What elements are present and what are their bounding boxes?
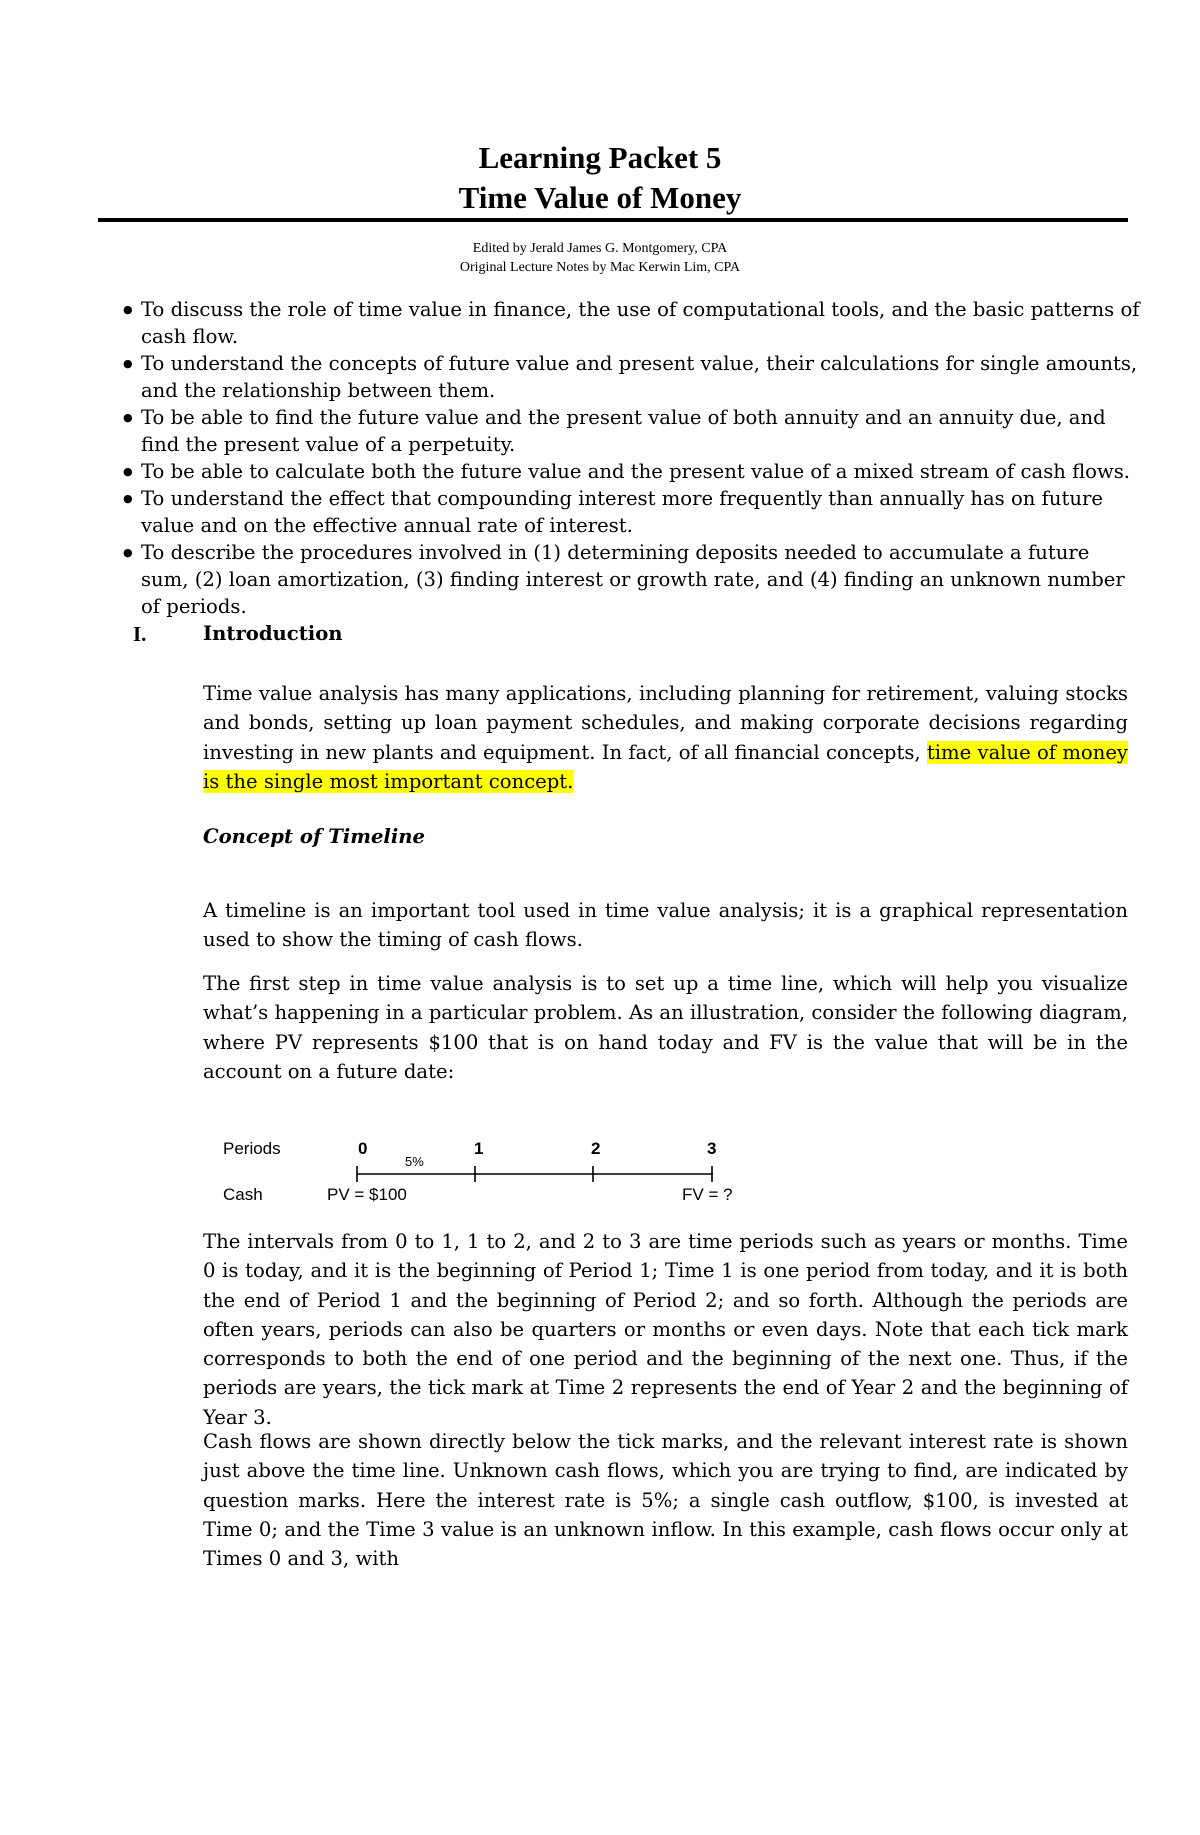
objective-item: ● To describe the procedures involved in (1) determining deposits needed to accumulate a future sum, (2) loan amortization, (3) finding interest or growth rate, and (4) finding an unknown number of periods. [120, 539, 1140, 620]
first-step-paragraph: The first step in time value analysis is to set up a time line, which will help you visualize what’s happening in a particular problem. As an illustration, consider the following diagram, where PV represents $100 that is on hand today and FV is the value that will be in the account on a future date: [203, 972, 1128, 1083]
cash-label: Cash [223, 1185, 263, 1204]
author-credit: Original Lecture Notes by Mac Kerwin Lim, CPA [459, 260, 741, 275]
objective-item: ● To discuss the role of time value in finance, the use of computational tools, and the basic patterns of cash flow. [120, 296, 1140, 350]
fv-label: FV = ? [682, 1185, 733, 1204]
title-rule [98, 218, 1128, 222]
objectives-list [120, 296, 1140, 620]
periods-label: Periods [223, 1139, 281, 1158]
objective-item: ● To be able to find the future value and the present value of both annuity and an annuity due, and find the present value of a perpetuity. [120, 404, 1140, 458]
tick-label-0: 0 [358, 1139, 368, 1158]
intro-text: Time value analysis has many applications, including planning for retirement, valuing stocks and bonds, setting up loan payment schedules, and making corporate decisions regarding investing in new plants and equipment. In fact, of all financial concepts, [203, 682, 1128, 764]
pv-label: PV = $100 [327, 1185, 407, 1204]
interest-rate-label: 5% [405, 1154, 424, 1169]
tick-label-3: 3 [707, 1139, 717, 1158]
intervals-paragraph: The intervals from 0 to 1, 1 to 2, and 2 to 3 are time periods such as years or months. Time 0 is today, and it is the beginning of Period 1; Time 1 is one period from today, and it is both the end of Period 1 and the beginning of Period 2; and so forth. Although the periods are often years, periods can also be quarters or months or even days. Note that each tick mark corresponds to both the end of one period and the beginning of the next one. Thus, if the periods are years, the tick mark at Time 2 represents the end of Year 2 and the beginning of Year 3. [203, 1230, 1128, 1429]
document-title: Learning Packet 5 [478, 140, 722, 175]
intro-paragraph [203, 679, 1128, 796]
document-subtitle: Time Value of Money [458, 180, 742, 215]
timeline-diagram [215, 1128, 755, 1208]
objective-item: ● To understand the effect that compounding interest more frequently than annually has on future value and on the effective annual rate of interest. [120, 485, 1140, 539]
section-number: I. [133, 622, 147, 646]
tick-label-1: 1 [474, 1139, 484, 1158]
cash-flows-paragraph: Cash flows are shown directly below the tick marks, and the relevant interest rate is shown just above the time line. Unknown cash flows, which you are trying to find, are indicated by question marks. Here the interest rate is 5%; a single cash outflow, $100, is invested at Time 0; and the Time 3 value is an unknown inflow. In this example, cash flows occur only at Times 0 and 3, with [203, 1430, 1128, 1571]
highlighted-text: time value of money is the single most important concept. [203, 740, 1128, 793]
timeline-subheading: Concept of Timeline [203, 825, 426, 848]
section-heading: Introduction [203, 622, 343, 645]
tick-label-2: 2 [591, 1139, 601, 1158]
objective-item: ● To be able to calculate both the future value and the present value of a mixed stream of cash flows. [120, 458, 1140, 485]
objective-item: ● To understand the concepts of future value and present value, their calculations for single amounts, and the relationship between them. [120, 350, 1140, 404]
editor-credit: Edited by Jerald James G. Montgomery, CPA [472, 241, 728, 256]
timeline-definition-paragraph: A timeline is an important tool used in time value analysis; it is a graphical representation used to show the timing of cash flows. [203, 899, 1128, 952]
